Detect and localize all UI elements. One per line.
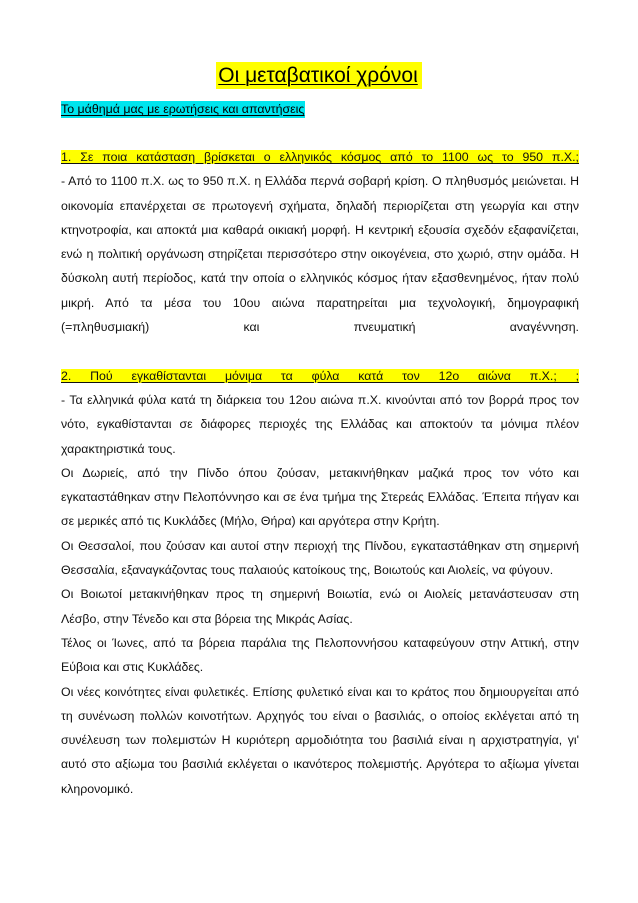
- answer-2-paragraph: - Τα ελληνικά φύλα κατά τη διάρκεια του 12ου αιώνα π.Χ. κινούνται από τον βορρά προς τον νότο, εγκαθίστανται σε διάφορες περιοχές της Ελλάδας και αποκτούν τα μόνιμα πλέον χαρακτηριστικά τους.: [61, 392, 579, 456]
- title-container: [0, 62, 638, 89]
- answer-2-paragraph: Οι Δωριείς, από την Πίνδο όπου ζούσαν, μετακινήθηκαν μαζικά προς τον νότο και εγκαταστάθηκαν στην Πελοπόννησο και σε ένα τμήμα της Στερεάς Ελλάδας. Έπειτα πήγαν και σε μερικές από τις Κυκλάδες (Μήλο, Θήρα) και αργότερα στην Κρήτη.: [61, 465, 579, 529]
- answer-1: - Από το 1100 π.Χ. ως το 950 π.Χ. η Ελλάδα περνά σοβαρή κρίση. Ο πληθυσμός μειώνεται. Η οικονομία επανέρχεται σε πρωτογενή σχήματα, δηλαδή περιορίζεται στη γεωργία και στην κτηνοτροφία, και αποκτά μια καθαρά οικιακή μορφή. Η κεντρική εξουσία σχεδόν εξαφανίζεται, ενώ η πολιτική οργάνωση στηρίζεται περισσότερο στην οικογένεια, στο χωριό, στην ομάδα. Η δύσκολη αυτή περίοδος, κατά την οποία ο ελληνικός κόσμος ήταν εξασθενημένος, ήταν πολύ μικρή. Από τα μέσα του 10ου αιώνα παρατηρείται μια τεχνολογική, δημογραφική (=πληθυσμιακή) και πνευματική αναγέννηση.: [61, 174, 579, 335]
- question-2-text: 2. Πού εγκαθίστανται μόνιμα τα φύλα κατά τον 12ο αιώνα π.Χ.; ;: [61, 368, 579, 383]
- answer-2-paragraph: Οι Θεσσαλοί, που ζούσαν και αυτοί στην περιοχή της Πίνδου, εγκαταστάθηκαν στη σημερινή Θεσσαλία, εξαναγκάζοντας τους παλαιούς κατοίκους της, Βοιωτούς και Αιολείς, να φύγουν.: [61, 538, 579, 578]
- answer-2-paragraph: Τέλος οι Ίωνες, από τα βόρεια παράλια της Πελοποννήσου καταφεύγουν στην Αττική, στην Εύβοια και στις Κυκλάδες.: [61, 635, 579, 675]
- question-1: [61, 145, 579, 169]
- document-body: [61, 145, 579, 801]
- answer-2-paragraph: Οι Βοιωτοί μετακινήθηκαν προς τη σημερινή Βοιωτία, ενώ οι Αιολείς μετανάστευσαν στη Λέσβο, στην Τένεδο και στα βόρεια της Μικράς Ασίας.: [61, 587, 579, 626]
- question-1-text: 1. Σε ποια κατάσταση βρίσκεται ο ελληνικός κόσμος από το 1100 ως το 950 π.Χ.;: [61, 150, 579, 164]
- answer-2-paragraph: Οι νέες κοινότητες είναι φυλετικές. Επίσης φυλετικό είναι και το κράτος που δημιουργείται από τη συνένωση πολλών κοινοτήτων. Αρχηγός του είναι ο βασιλιάς, ο οποίος εκλέγεται από τη συνέλευση των πολεμιστών Η κυριότερη αρμοδιότητα του βασιλιά είναι η αρχιστρατηγία, γι' αυτό στο αξίωμα του βασιλιά εκλέγεται ο ικανότερος πολεμιστής. Αργότερα το αξίωμα γίνεται κληρονομικό.: [61, 684, 579, 796]
- question-2: [61, 364, 579, 388]
- page-title: Οι μεταβατικοί χρόνοι: [216, 62, 422, 89]
- subtitle: Το μάθημά μας με ερωτήσεις και απαντήσεις: [61, 102, 305, 116]
- spacer: [61, 339, 579, 363]
